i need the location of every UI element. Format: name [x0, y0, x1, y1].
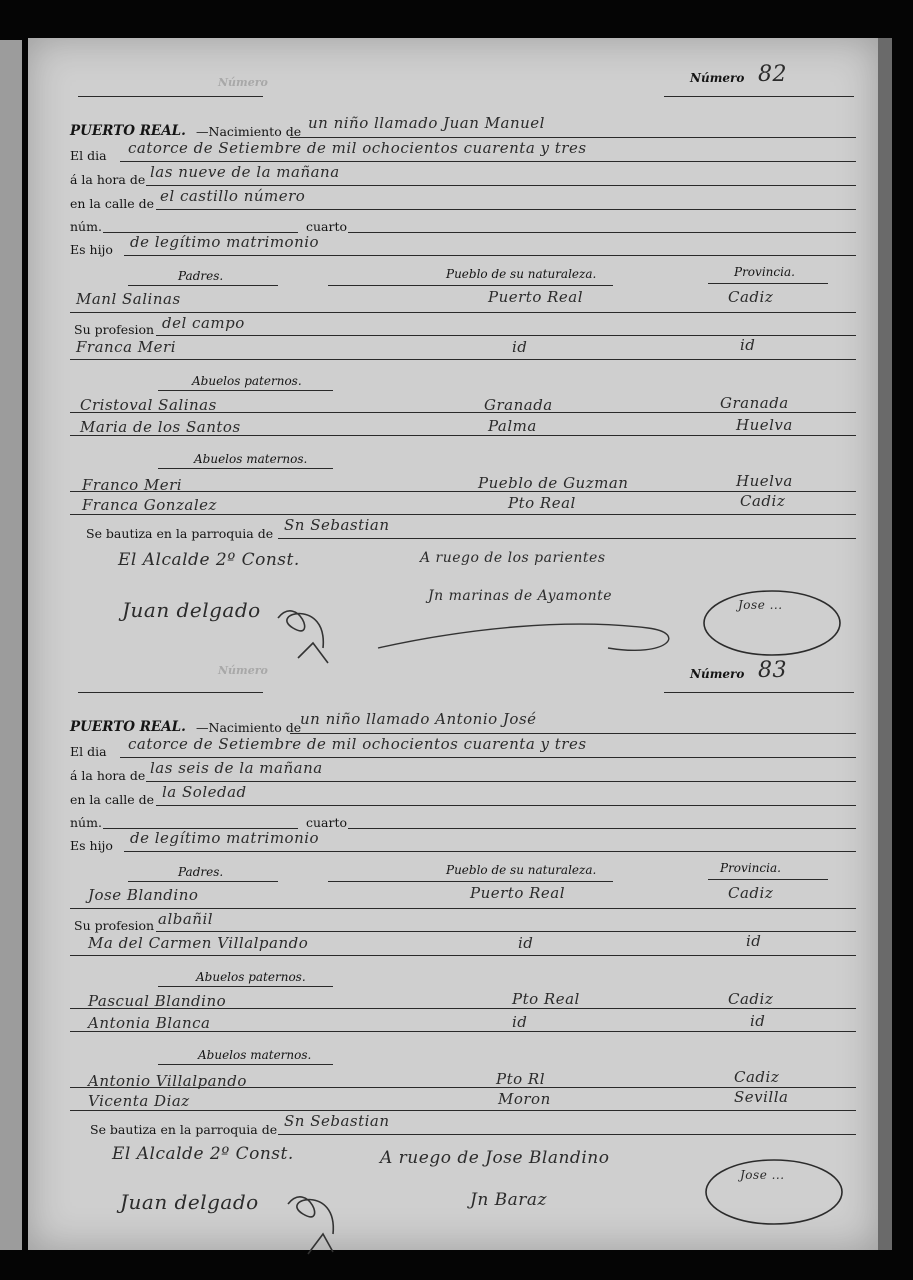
rule: [78, 96, 263, 97]
rule: [70, 412, 856, 413]
padres-header: Padres.: [178, 865, 224, 879]
rule: [146, 185, 856, 186]
padre-provincia: Cadiz: [728, 884, 774, 902]
rule: [158, 986, 333, 987]
provincia-header: Provincia.: [734, 265, 795, 279]
profesion-value: del campo: [162, 314, 245, 332]
rule: [70, 514, 856, 515]
hora-value: las nueve de la mañana: [150, 163, 340, 181]
padres-header: Padres.: [178, 269, 224, 283]
rule: [664, 692, 854, 693]
paternos-header: Abuelos paternos.: [196, 970, 306, 984]
rule: [120, 161, 856, 162]
seal-stamp-text: Jose ...: [738, 598, 783, 612]
abuelo-paterno-name: Pascual Blandino: [88, 992, 227, 1010]
rule: [128, 285, 278, 286]
rule: [70, 435, 856, 436]
dia-value: catorce de Setiembre de mil ochocientos cuarenta y tres: [128, 735, 587, 753]
rule: [156, 209, 856, 210]
register-page: [28, 38, 878, 1250]
abuela-materna-name: Franca Gonzalez: [82, 496, 217, 514]
signature-flourish: [268, 588, 708, 678]
maternos-header: Abuelos maternos.: [198, 1048, 312, 1062]
signature-alcalde: El Alcalde 2º Const.: [112, 1144, 294, 1164]
rule: [70, 312, 856, 313]
signature-testigo: Jn marinas de Ayamonte: [428, 588, 612, 604]
rule: [348, 828, 856, 829]
madre-provincia: id: [746, 932, 762, 950]
hijo-label: Es hijo: [70, 242, 113, 257]
rule: [348, 232, 856, 233]
rule: [158, 468, 333, 469]
padre-pueblo: Puerto Real: [470, 884, 566, 902]
dia-label: El dia: [70, 148, 107, 163]
signature-juan-delgado: Juan delgado: [120, 1190, 259, 1214]
rule: [124, 255, 856, 256]
bleed-through-text: Número: [218, 76, 268, 89]
abuela-paterna-provincia: id: [750, 1012, 766, 1030]
page-gutter-left: [0, 40, 22, 1250]
pueblo-header: Pueblo de su naturaleza.: [446, 863, 597, 877]
parroquia-value: Sn Sebastian: [284, 516, 390, 534]
cuarto-label: cuarto: [306, 815, 348, 830]
abuelo-materno-provincia: Cadiz: [734, 1068, 780, 1086]
rule: [146, 781, 856, 782]
signature-juan-delgado: Juan delgado: [122, 598, 261, 622]
signature-ruego: A ruego de los parientes: [420, 550, 606, 566]
rule: [128, 881, 278, 882]
dia-label: El dia: [70, 744, 107, 759]
rule: [120, 757, 856, 758]
profesion-value: albañil: [158, 910, 214, 928]
rule: [70, 359, 856, 360]
padre-pueblo: Puerto Real: [488, 288, 584, 306]
hora-value: las seis de la mañana: [150, 759, 323, 777]
numero-label: Número: [690, 667, 745, 681]
profesion-label: Su profesion: [74, 322, 155, 337]
city-label: PUERTO REAL.: [70, 719, 186, 735]
birth-value: un niño llamado Antonio José: [300, 710, 537, 728]
hijo-label: Es hijo: [70, 838, 113, 853]
abuela-materna-pueblo: Moron: [498, 1090, 551, 1108]
numero-label: Número: [690, 71, 745, 85]
num-label: núm.: [70, 815, 102, 830]
padre-provincia: Cadiz: [728, 288, 774, 306]
abuela-materna-provincia: Cadiz: [740, 492, 786, 510]
rule: [708, 879, 828, 880]
pueblo-header: Pueblo de su naturaleza.: [446, 267, 597, 281]
rule: [278, 538, 856, 539]
abuelo-materno-name: Antonio Villalpando: [88, 1072, 247, 1090]
padre-name: Jose Blandino: [88, 886, 199, 904]
seal-stamp-text: Jose ...: [740, 1168, 785, 1182]
abuela-paterna-provincia: Huelva: [736, 416, 793, 434]
abuelo-paterno-name: Cristoval Salinas: [80, 396, 217, 414]
abuela-materna-pueblo: Pto Real: [508, 494, 576, 512]
maternos-header: Abuelos maternos.: [194, 452, 308, 466]
abuelo-paterno-pueblo: Pto Real: [512, 990, 580, 1008]
parroquia-label: Se bautiza en la parroquia de: [86, 526, 274, 541]
dia-value: catorce de Setiembre de mil ochocientos cuarenta y tres: [128, 139, 587, 157]
rule: [290, 733, 856, 734]
signature-testigo: Jn Baraz: [470, 1190, 548, 1210]
abuelo-paterno-provincia: Cadiz: [728, 990, 774, 1008]
calle-value: la Soledad: [162, 783, 247, 801]
abuela-materna-provincia: Sevilla: [734, 1088, 789, 1106]
rule: [70, 1008, 856, 1009]
padre-name: Manl Salinas: [76, 290, 181, 308]
rule: [290, 137, 856, 138]
abuelo-materno-name: Franco Meri: [82, 476, 183, 494]
madre-name: Ma del Carmen Villalpando: [88, 934, 309, 952]
abuelo-materno-pueblo: Pto Rl: [496, 1070, 546, 1088]
birth-label: —Nacimiento de: [196, 720, 302, 735]
abuela-paterna-name: Antonia Blanca: [88, 1014, 211, 1032]
rule: [78, 692, 263, 693]
calle-value: el castillo número: [160, 187, 306, 205]
rule: [328, 285, 613, 286]
rule: [70, 491, 856, 492]
record-number: 82: [758, 62, 787, 87]
rule: [278, 1134, 856, 1135]
signature-alcalde: El Alcalde 2º Const.: [118, 550, 300, 570]
rule: [664, 96, 854, 97]
provincia-header: Provincia.: [720, 861, 781, 875]
birth-value: un niño llamado Juan Manuel: [308, 114, 545, 132]
rule: [708, 283, 828, 284]
rule: [158, 390, 333, 391]
hijo-value: de legítimo matrimonio: [130, 233, 320, 251]
birth-label: —Nacimiento de: [196, 124, 302, 139]
signature-ruego: A ruego de Jose Blandino: [380, 1148, 610, 1168]
seal-stamp: [698, 583, 848, 663]
hora-label: á la hora de: [70, 172, 146, 187]
calle-label: en la calle de: [70, 792, 155, 807]
record-number: 83: [758, 658, 787, 683]
seal-stamp: [700, 1152, 850, 1232]
parroquia-value: Sn Sebastian: [284, 1112, 390, 1130]
abuela-paterna-name: Maria de los Santos: [80, 418, 241, 436]
rule: [70, 1031, 856, 1032]
abuelo-paterno-pueblo: Granada: [484, 396, 553, 414]
page-edge-right: [878, 38, 892, 1250]
madre-pueblo: id: [512, 338, 528, 356]
rule: [328, 881, 613, 882]
abuelo-materno-provincia: Huelva: [736, 472, 793, 490]
rule: [70, 1110, 856, 1111]
paternos-header: Abuelos paternos.: [192, 374, 302, 388]
hijo-value: de legítimo matrimonio: [130, 829, 320, 847]
rule: [124, 851, 856, 852]
profesion-label: Su profesion: [74, 918, 155, 933]
rule: [70, 955, 856, 956]
madre-provincia: id: [740, 336, 756, 354]
hora-label: á la hora de: [70, 768, 146, 783]
rule: [158, 1064, 333, 1065]
abuela-paterna-pueblo: Palma: [488, 417, 537, 435]
abuelo-materno-pueblo: Pueblo de Guzman: [478, 474, 629, 492]
cuarto-label: cuarto: [306, 219, 348, 234]
num-label: núm.: [70, 219, 102, 234]
madre-pueblo: id: [518, 934, 534, 952]
bleed-through-text: Número: [218, 664, 268, 677]
calle-label: en la calle de: [70, 196, 155, 211]
city-label: PUERTO REAL.: [70, 123, 186, 139]
abuela-materna-name: Vicenta Diaz: [88, 1092, 190, 1110]
rule: [156, 805, 856, 806]
parroquia-label: Se bautiza en la parroquia de: [90, 1122, 278, 1137]
madre-name: Franca Meri: [76, 338, 176, 356]
signature-flourish: [278, 1174, 358, 1264]
abuelo-paterno-provincia: Granada: [720, 394, 789, 412]
abuela-paterna-pueblo: id: [512, 1013, 528, 1031]
rule: [70, 908, 856, 909]
